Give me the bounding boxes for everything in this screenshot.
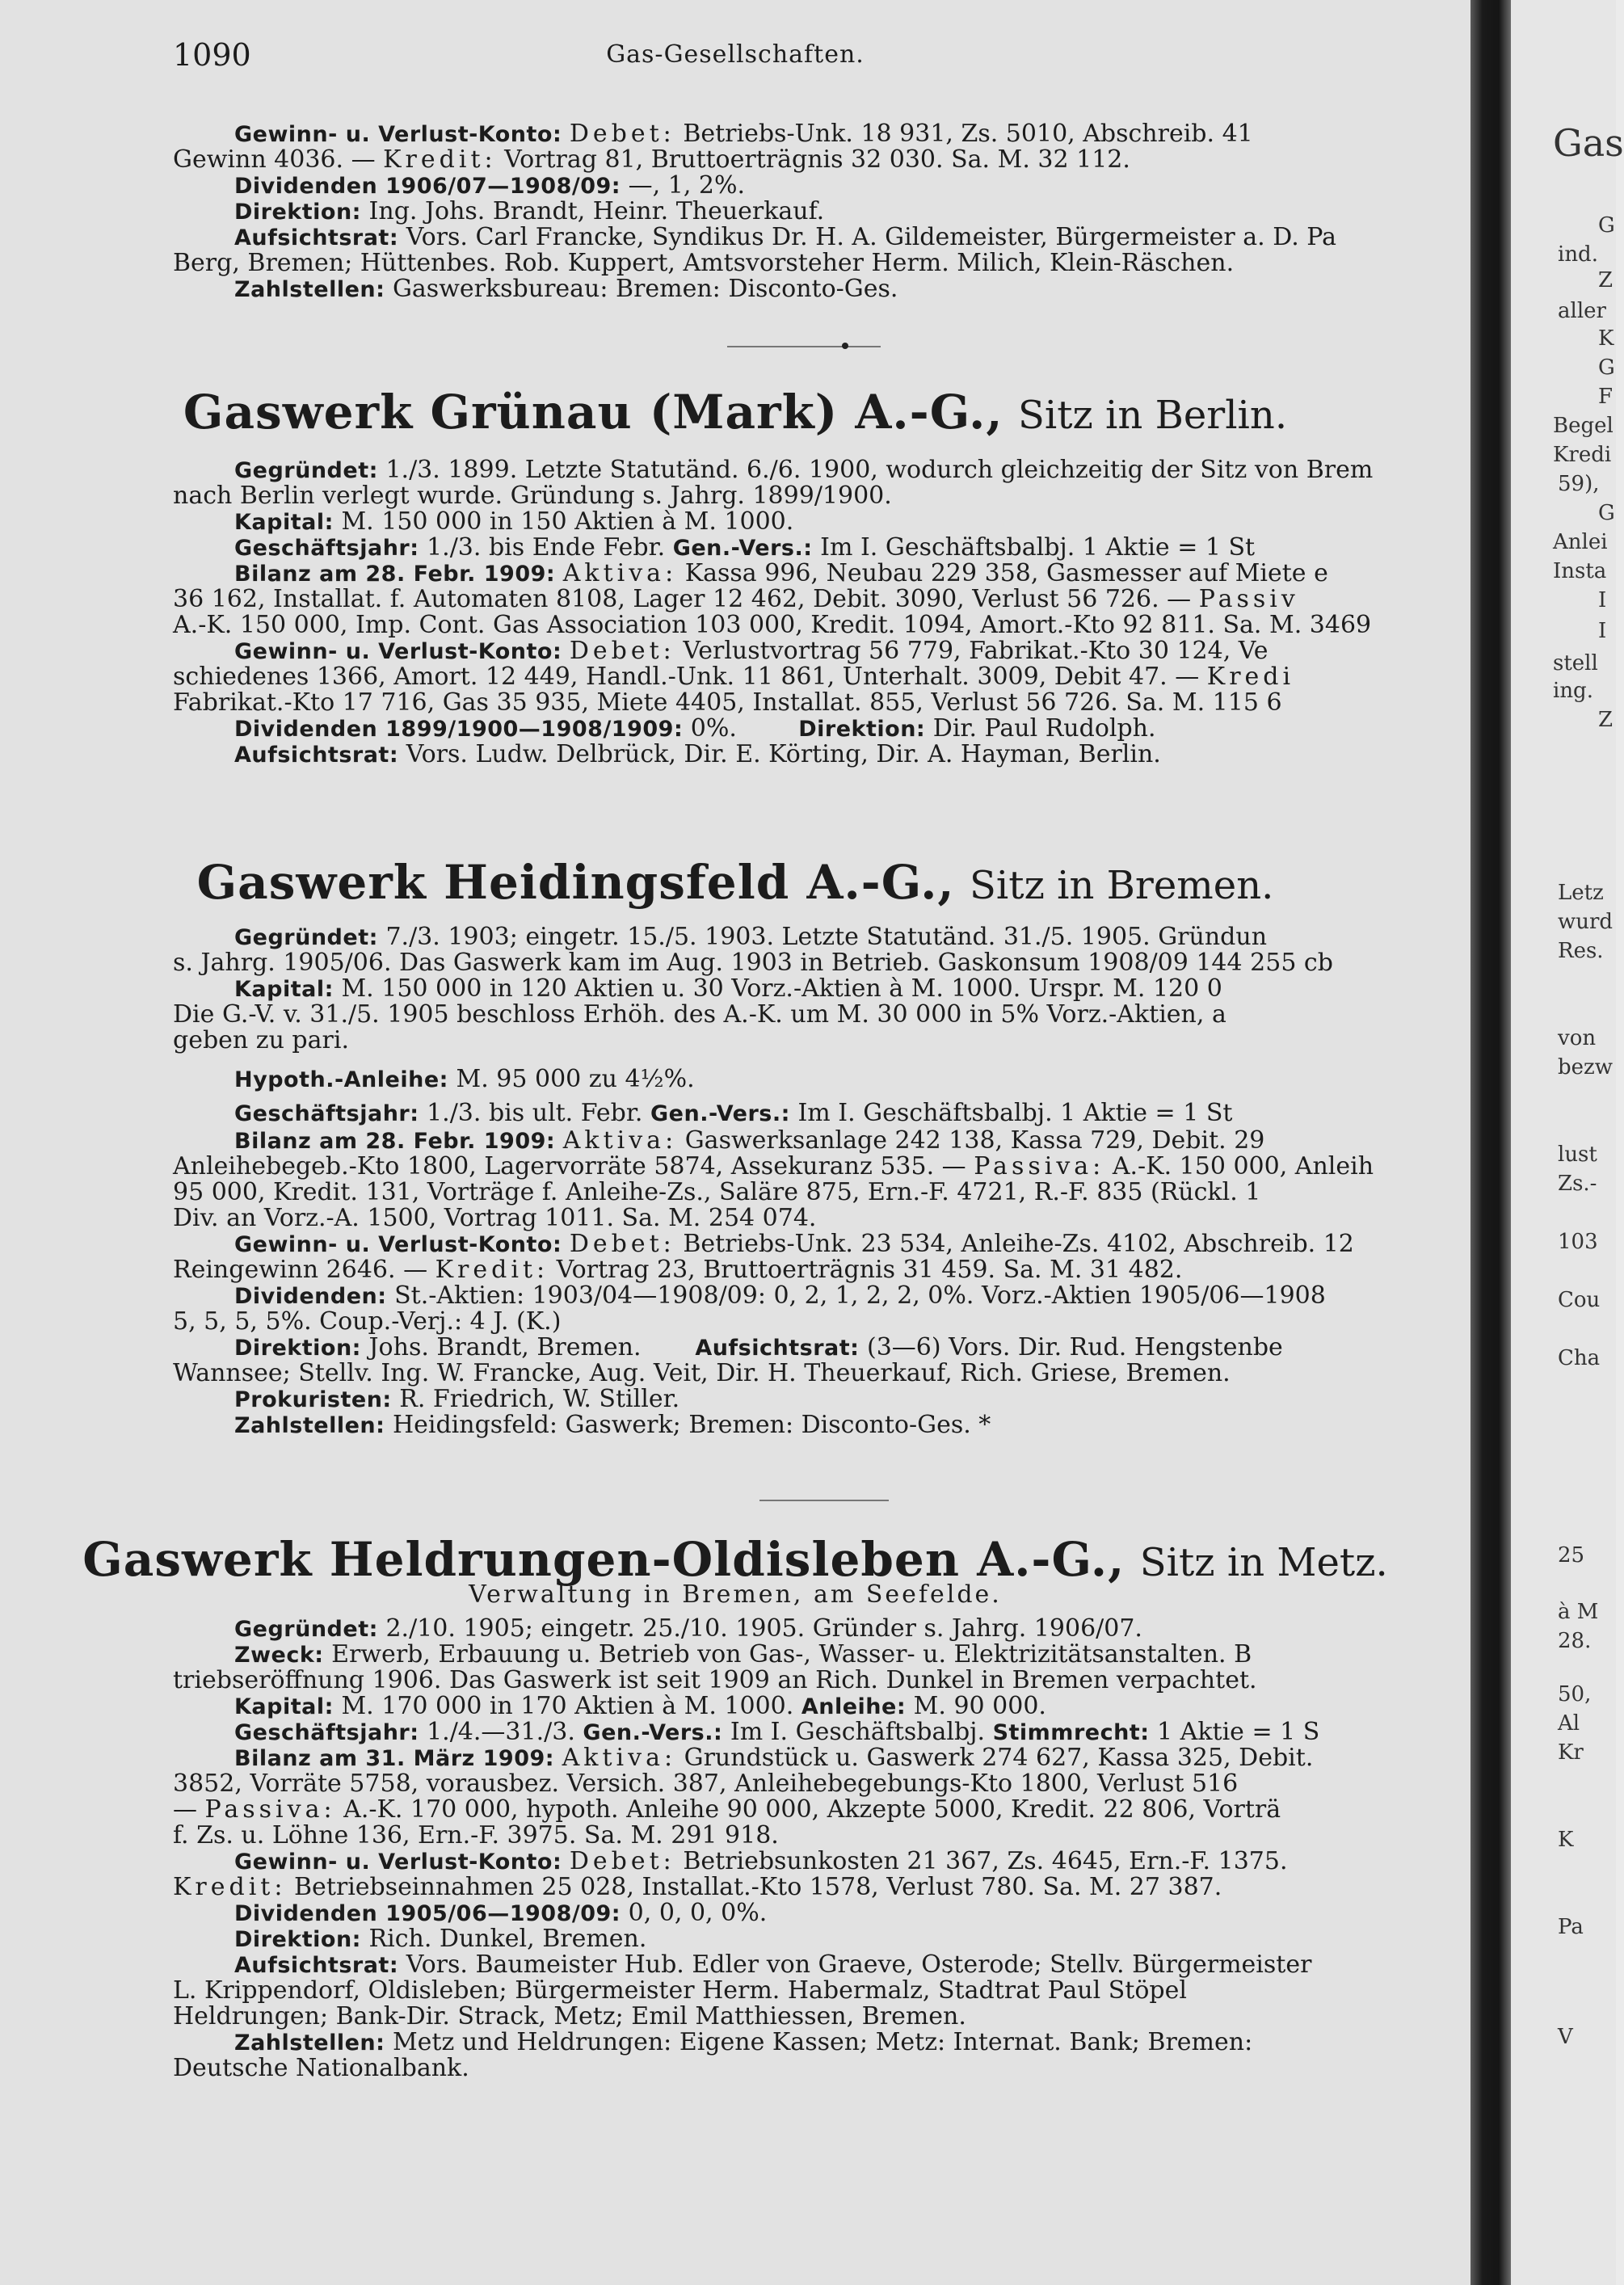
entry-line: Dividenden 1899/1900—1908/1909: 0%. Direktion: Dir. Paul Rudolph. — [234, 714, 1156, 743]
fragment-text: Insta — [1553, 559, 1607, 583]
fragment-text: G — [1598, 356, 1615, 380]
entry-line: Die G.-V. v. 31./5. 1905 beschloss Erhöh. des A.-K. um M. 30 000 in 5% Vorz.-Aktien, a — [173, 1000, 1226, 1029]
fragment-text: stell — [1553, 651, 1598, 675]
entry-line: Deutsche Nationalbank. — [173, 2054, 469, 2082]
fragment-text: Anlei — [1553, 530, 1608, 554]
fragment-text: K — [1558, 1828, 1574, 1852]
entry-line: Aufsichtsrat: Vors. Baumeister Hub. Edler von Graeve, Osterode; Stellv. Bürgermeister — [234, 1950, 1312, 1979]
fragment-text: Kr — [1558, 1740, 1584, 1765]
entry-line: Wannsee; Stellv. Ing. W. Francke, Aug. Veit, Dir. H. Theuerkauf, Rich. Griese, Bremen. — [173, 1359, 1231, 1387]
fragment-text: G — [1598, 501, 1615, 525]
entry-line: Berg, Bremen; Hüttenbes. Rob. Kuppert, Amtsvorsteher Herm. Milich, Klein-Räschen. — [173, 249, 1235, 277]
fragment-text: ind. — [1558, 242, 1598, 267]
entry-line: Bilanz am 28. Febr. 1909: Aktiva: Kassa 996, Neubau 229 358, Gasmesser auf Miete e — [234, 559, 1328, 587]
fragment-text: Cou — [1558, 1288, 1601, 1312]
fragment-text: I — [1598, 619, 1607, 643]
entry-line: A.-K. 150 000, Imp. Cont. Gas Association 103 000, Kredit. 1094, Amort.-Kto 92 811. Sa. M. 3469 — [173, 611, 1372, 639]
entry-line: 95 000, Kredit. 131, Vorträge f. Anleihe-Zs., Saläre 875, Ern.-F. 4721, R.-F. 835 (Rückl. 1 — [173, 1178, 1261, 1206]
fragment-text: bezw — [1558, 1055, 1613, 1079]
entry-line: Geschäftsjahr: 1./3. bis ult. Febr. Gen.-Vers.: Im I. Geschäftsbalbj. 1 Aktie = 1 St — [234, 1099, 1233, 1127]
fragment-text: 25 — [1558, 1543, 1585, 1568]
entry-line: Zahlstellen: Metz und Heldrungen: Eigene Kassen; Metz: Internat. Bank; Bremen: — [234, 2028, 1253, 2056]
entry-line: Prokuristen: R. Friedrich, W. Stiller. — [234, 1385, 680, 1413]
entry-line: Gewinn 4036. — Kredit: Vortrag 81, Bruttoerträgnis 32 030. Sa. M. 32 112. — [173, 145, 1130, 174]
fragment-text: à M — [1558, 1600, 1599, 1624]
entry-line: triebseröffnung 1906. Das Gaswerk ist seit 1909 an Rich. Dunkel in Bremen verpachtet. — [173, 1666, 1257, 1694]
entry-line: Dividenden 1906/07—1908/09: —, 1, 2%. — [234, 171, 746, 200]
entry-line: geben zu pari. — [173, 1026, 349, 1054]
fragment-text: 59), — [1558, 472, 1600, 496]
entry-line: Fabrikat.-Kto 17 716, Gas 35 935, Miete 4405, Installat. 855, Verlust 56 726. Sa. M. 115 6 — [173, 688, 1282, 717]
fragment-text: Begel — [1553, 414, 1613, 438]
entry-line: Hypoth.-Anleihe: M. 95 000 zu 4½%. — [234, 1065, 695, 1093]
company-subtitle: Verwaltung in Bremen, am Seefelde. — [469, 1580, 1002, 1609]
entry-line: Geschäftsjahr: 1./3. bis Ende Febr. Gen.-Vers.: Im I. Geschäftsbalbj. 1 Aktie = 1 St — [234, 533, 1256, 562]
entry-line: Aufsichtsrat: Vors. Ludw. Delbrück, Dir. E. Körting, Dir. A. Hayman, Berlin. — [234, 740, 1161, 768]
fragment-text: Z — [1598, 708, 1613, 732]
book-gutter — [1470, 0, 1511, 2285]
section-separator — [727, 346, 881, 347]
fragment-text: lust — [1558, 1142, 1597, 1167]
fragment-text: ing. — [1553, 679, 1593, 703]
fragment-text: wurd — [1558, 910, 1613, 934]
fragment-text: 50, — [1558, 1682, 1592, 1706]
entry-line: Gegründet: 1./3. 1899. Letzte Statutänd. 6./6. 1900, wodurch gleichzeitig der Sitz von Brem — [234, 456, 1374, 484]
fragment-text: Kredi — [1553, 443, 1612, 467]
fragment-text: K — [1598, 326, 1614, 351]
fragment-text: Res. — [1558, 939, 1604, 963]
fragment-text: V — [1558, 2025, 1573, 2049]
entry-line: Gegründet: 2./10. 1905; eingetr. 25./10. 1905. Gründer s. Jahrg. 1906/07. — [234, 1614, 1142, 1643]
entry-line: schiedenes 1366, Amort. 12 449, Handl.-Unk. 11 861, Unterhalt. 3009, Debit 47. — Kredi — [173, 663, 1295, 691]
entry-line: Kapital: M. 170 000 in 170 Aktien à M. 1000. Anleihe: M. 90 000. — [234, 1692, 1046, 1720]
fragment-text: Z — [1598, 268, 1613, 292]
entry-line: L. Krippendorf, Oldisleben; Bürgermeister Herm. Habermalz, Stadtrat Paul Stöpel — [173, 1976, 1187, 2005]
entry-line: Kapital: M. 150 000 in 150 Aktien à M. 1000. — [234, 507, 794, 536]
fragment-text: von — [1558, 1026, 1597, 1050]
entry-line: Heldrungen; Bank-Dir. Strack, Metz; Emil Matthiessen, Bremen. — [173, 2002, 966, 2030]
entry-line: Direktion: Johs. Brandt, Bremen. Aufsichtsrat: (3—6) Vors. Dir. Rud. Hengstenbe — [234, 1333, 1283, 1361]
entry-line: nach Berlin verlegt wurde. Gründung s. Jahrg. 1899/1900. — [173, 482, 892, 510]
entry-line: 5, 5, 5, 5%. Coup.-Verj.: 4 J. (K.) — [173, 1307, 562, 1336]
fragment-text: Letz — [1558, 881, 1604, 905]
entry-line: Geschäftsjahr: 1./4.—31./3. Gen.-Vers.: Im I. Geschäftsbalbj. Stimmrecht: 1 Aktie = 1 S — [234, 1718, 1320, 1746]
entry-line: 3852, Vorräte 5758, vorausbez. Versich. 387, Anleihebegebungs-Kto 1800, Verlust 516 — [173, 1770, 1239, 1798]
entry-line: Direktion: Rich. Dunkel, Bremen. — [234, 1925, 647, 1953]
entry-line: Gewinn- u. Verlust-Konto: Debet: Betriebs-Unk. 18 931, Zs. 5010, Abschreib. 41 — [234, 120, 1253, 148]
entry-line: Reingewinn 2646. — Kredit: Vortrag 23, Bruttoerträgnis 31 459. Sa. M. 31 482. — [173, 1256, 1183, 1284]
entry-line: Kredit: Betriebseinnahmen 25 028, Installat.-Kto 1578, Verlust 780. Sa. M. 27 387. — [173, 1873, 1222, 1901]
entry-line: Zweck: Erwerb, Erbauung u. Betrieb von Gas-, Wasser- u. Elektrizitätsanstalten. B — [234, 1640, 1252, 1669]
fragment-text: Al — [1558, 1711, 1580, 1736]
fragment-text: Gas — [1553, 121, 1624, 165]
entry-line: Gegründet: 7./3. 1903; eingetr. 15./5. 1903. Letzte Statutänd. 31./5. 1905. Gründun — [234, 923, 1268, 951]
page-header — [0, 37, 1470, 73]
entry-line: f. Zs. u. Löhne 136, Ern.-F. 3975. Sa. M. 291 918. — [173, 1821, 779, 1849]
fragment-text: Zs.- — [1558, 1172, 1597, 1196]
entry-line: Dividenden 1905/06—1908/09: 0, 0, 0, 0%. — [234, 1899, 768, 1927]
entry-line: Bilanz am 31. März 1909: Aktiva: Grundstück u. Gaswerk 274 627, Kassa 325, Debit. — [234, 1744, 1314, 1772]
entry-line: Gewinn- u. Verlust-Konto: Debet: Verlustvortrag 56 779, Fabrikat.-Kto 30 124, Ve — [234, 637, 1268, 665]
fragment-text: aller — [1558, 299, 1606, 323]
entry-line: Direktion: Ing. Johs. Brandt, Heinr. Theuerkauf. — [234, 197, 825, 225]
entry-line: Zahlstellen: Gaswerksbureau: Bremen: Disconto-Ges. — [234, 275, 898, 303]
running-title: Gas-Gesellschaften. — [606, 40, 865, 69]
entry-line: Kapital: M. 150 000 in 120 Aktien u. 30 Vorz.-Aktien à M. 1000. Urspr. M. 120 0 — [234, 974, 1222, 1003]
entry-line: Div. an Vorz.-A. 1500, Vortrag 1011. Sa. M. 254 074. — [173, 1204, 817, 1232]
entry-line: s. Jahrg. 1905/06. Das Gaswerk kam im Aug. 1903 in Betrieb. Gaskonsum 1908/09 144 255 cb — [173, 949, 1333, 977]
section-separator — [759, 1500, 889, 1501]
entry-line: 36 162, Installat. f. Automaten 8108, Lager 12 462, Debit. 3090, Verlust 56 726. — Passiv — [173, 585, 1299, 613]
separator-dot — [842, 343, 848, 349]
entry-line: Gewinn- u. Verlust-Konto: Debet: Betriebs-Unk. 23 534, Anleihe-Zs. 4102, Abschreib. 12 — [234, 1230, 1354, 1258]
entry-line: Bilanz am 28. Febr. 1909: Aktiva: Gaswerksanlage 242 138, Kassa 729, Debit. 29 — [234, 1126, 1265, 1155]
entry-line: Dividenden: St.-Aktien: 1903/04—1908/09: 0, 2, 1, 2, 2, 0%. Vorz.-Aktien 1905/06—1908 — [234, 1281, 1326, 1310]
entry-line: Gewinn- u. Verlust-Konto: Debet: Betriebsunkosten 21 367, Zs. 4645, Ern.-F. 1375. — [234, 1847, 1288, 1875]
entry-line: — Passiva: A.-K. 170 000, hypoth. Anleihe 90 000, Akzepte 5000, Kredit. 22 806, Vorträ — [173, 1795, 1281, 1824]
company-title: Gaswerk Grünau (Mark) A.-G., Sitz in Berlin. — [183, 385, 1288, 440]
company-title: Gaswerk Heldrungen-Oldisleben A.-G., Sitz in Metz. — [82, 1532, 1388, 1587]
fragment-text: Pa — [1558, 1915, 1584, 1939]
fragment-text: 28. — [1558, 1629, 1592, 1653]
entry-line: Zahlstellen: Heidingsfeld: Gaswerk; Bremen: Disconto-Ges. * — [234, 1411, 991, 1439]
page-number: 1090 — [173, 37, 251, 73]
fragment-text: 103 — [1558, 1230, 1598, 1254]
fragment-text: I — [1598, 588, 1607, 612]
fragment-text: G — [1598, 213, 1615, 238]
entry-line: Anleihebegeb.-Kto 1800, Lagervorräte 5874, Assekuranz 535. — Passiva: A.-K. 150 000, Anleih — [173, 1152, 1374, 1180]
company-title: Gaswerk Heidingsfeld A.-G., Sitz in Bremen. — [196, 855, 1274, 910]
right-page-fragment — [1511, 0, 1624, 2285]
fragment-text: Cha — [1558, 1346, 1601, 1370]
fragment-text: F — [1598, 385, 1613, 409]
entry-line: Aufsichtsrat: Vors. Carl Francke, Syndikus Dr. H. A. Gildemeister, Bürgermeister a. D. Pa — [234, 223, 1336, 251]
